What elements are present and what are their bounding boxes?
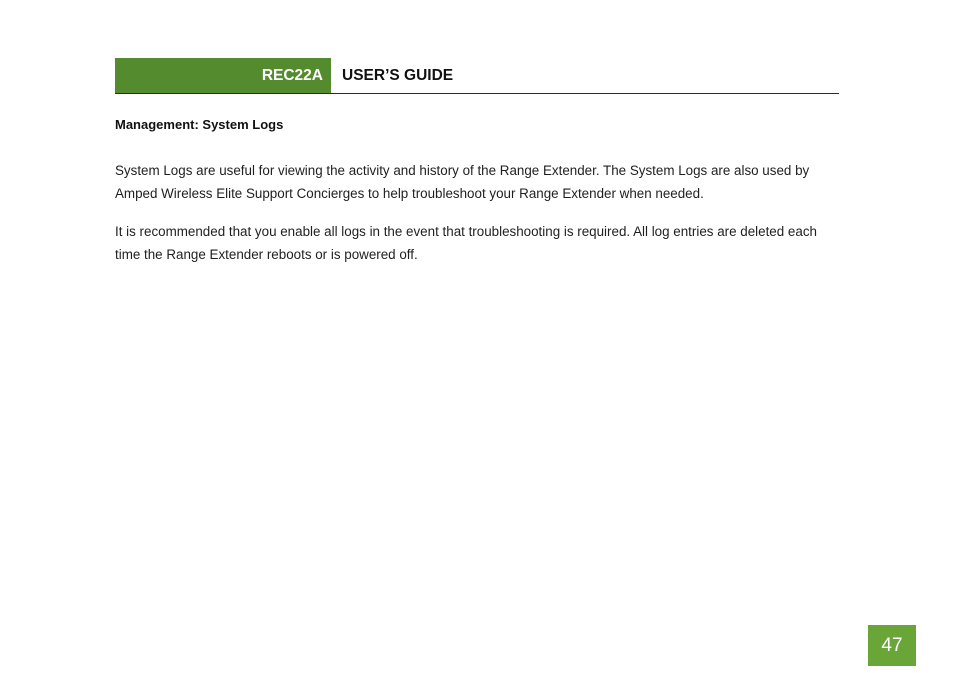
header-guide-label: USER’S GUIDE: [342, 67, 454, 84]
paragraph-intro: System Logs are useful for viewing the activity and history of the Range Extender. The System Logs are also used by Amped Wireless Elite Support Concierges to help troubleshoot your Range Extender when needed.: [115, 163, 810, 201]
section-title: Management: System Logs: [115, 117, 284, 132]
page-header: [115, 58, 839, 94]
paragraph-recommendation: It is recommended that you enable all logs in the event that troubleshooting is required. All log entries are deleted each time the Range Extender reboots or is powered off.: [115, 224, 817, 262]
page-number: 47: [868, 625, 916, 666]
header-model-label: REC22A: [115, 58, 331, 93]
